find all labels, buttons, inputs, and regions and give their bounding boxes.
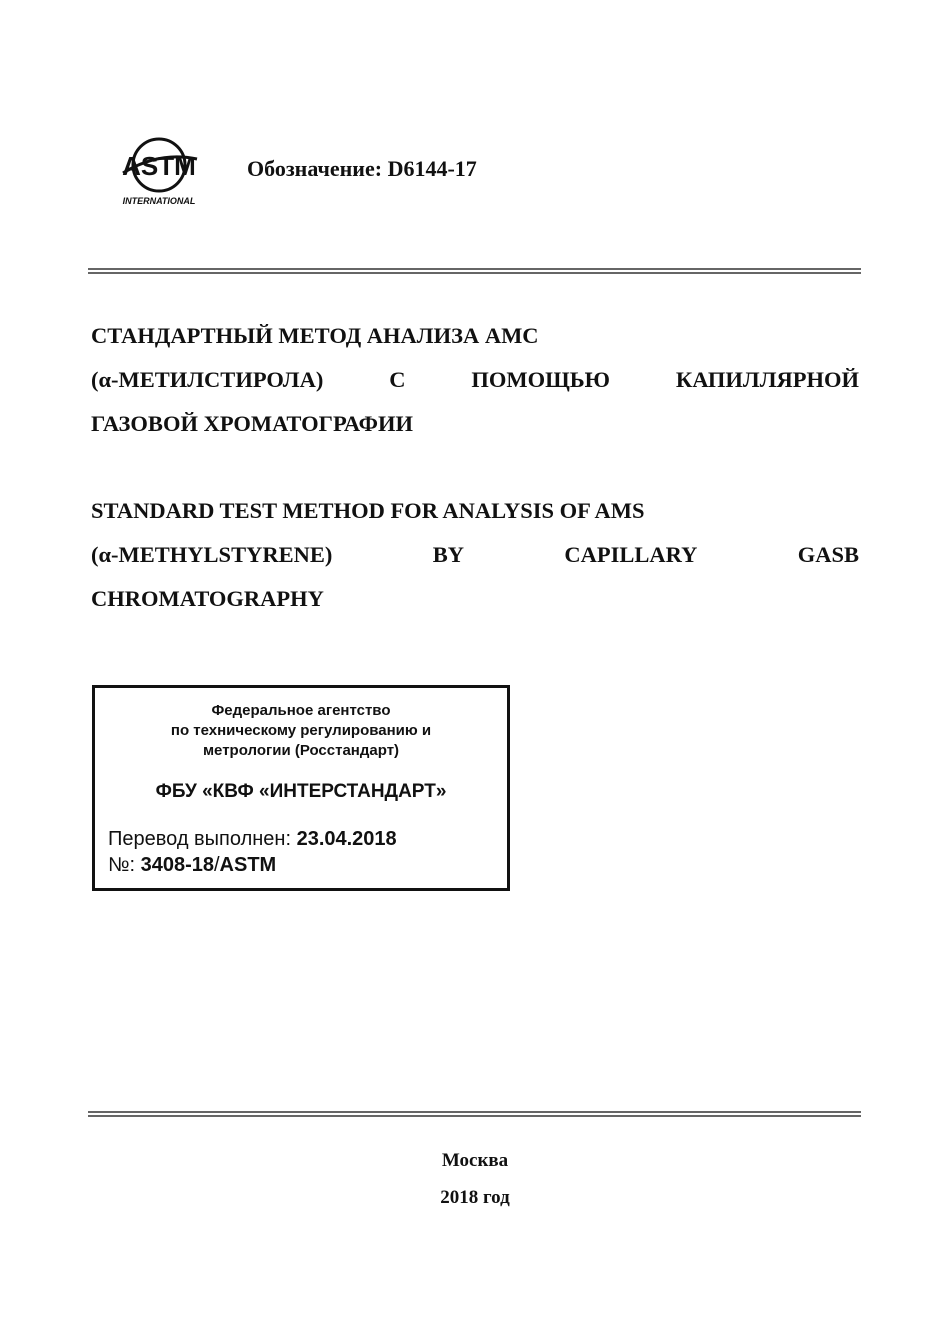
title-ru-line2 bbox=[91, 366, 859, 394]
top-divider bbox=[88, 268, 861, 274]
number-separator: / bbox=[213, 854, 220, 876]
title-en-line2 bbox=[91, 541, 859, 569]
translation-number-row bbox=[108, 854, 276, 877]
agency-line1: Федеральное агентство bbox=[211, 702, 391, 719]
number-value: 3408-18 bbox=[140, 854, 214, 876]
translation-stamp bbox=[92, 685, 510, 891]
title-en-word: (α-METHYLSTYRENE) bbox=[91, 542, 333, 567]
astm-logo bbox=[117, 135, 201, 207]
title-en-line3: CHROMATOGRAPHY bbox=[91, 586, 324, 611]
translation-date-row bbox=[108, 828, 397, 851]
title-ru-word: КАПИЛЛЯРНОЙ bbox=[675, 367, 859, 392]
title-ru-word: (α-МЕТИЛСТИРОЛА) bbox=[91, 367, 324, 392]
title-en-word: GASB bbox=[797, 542, 859, 567]
organization-name: ФБУ «КВФ «ИНТЕРСТАНДАРТ» bbox=[155, 781, 447, 802]
number-suffix: ASTM bbox=[219, 854, 277, 876]
title-ru-line1: СТАНДАРТНЫЙ МЕТОД АНАЛИЗА АМС bbox=[91, 323, 539, 348]
title-ru-word: ПОМОЩЬЮ bbox=[471, 367, 611, 392]
year: 2018 год bbox=[440, 1187, 510, 1208]
translated-date: 23.04.2018 bbox=[296, 828, 397, 850]
translated-label: Перевод выполнен: bbox=[108, 828, 297, 850]
agency-line2: по техническому регулированию и bbox=[170, 722, 432, 739]
title-en-word: CAPILLARY bbox=[564, 542, 698, 567]
city: Москва bbox=[441, 1150, 509, 1171]
title-ru-word: С bbox=[389, 367, 406, 392]
number-label: №: bbox=[108, 854, 141, 876]
title-en-word: BY bbox=[432, 542, 464, 567]
svg-text:ASTM: ASTM bbox=[122, 151, 196, 181]
title-ru-line3: ГАЗОВОЙ ХРОМАТОГРАФИИ bbox=[91, 411, 413, 436]
title-en-line1: STANDARD TEST METHOD FOR ANALYSIS OF AMS bbox=[91, 498, 645, 523]
logo-caption: INTERNATIONAL bbox=[122, 196, 196, 206]
bottom-divider bbox=[88, 1111, 861, 1117]
document-designation: Обозначение: D6144-17 bbox=[247, 156, 477, 181]
agency-line3: метрологии (Росстандарт) bbox=[202, 742, 400, 759]
